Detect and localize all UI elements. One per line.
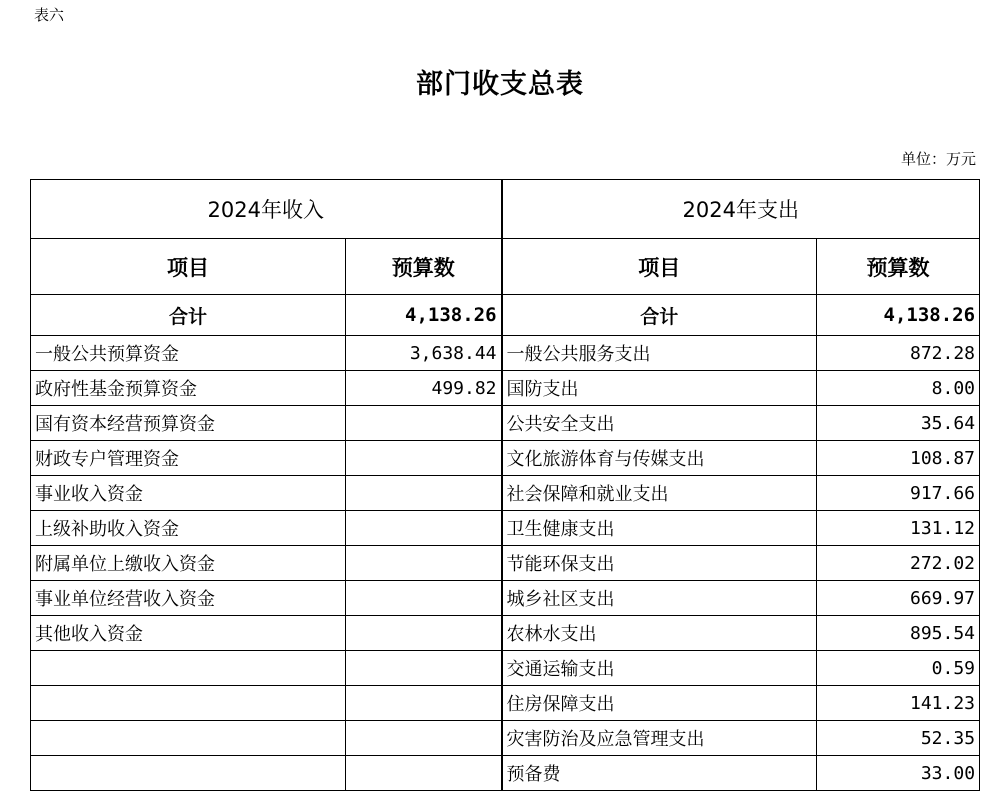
expense-item-cell: 节能环保支出 [502, 546, 817, 581]
income-item-cell: 事业单位经营收入资金 [31, 581, 346, 616]
income-amount-cell [346, 546, 502, 581]
expense-item-cell: 城乡社区支出 [502, 581, 817, 616]
income-amount-cell [346, 581, 502, 616]
expense-item-cell: 预备费 [502, 756, 817, 791]
expense-budget-header: 预算数 [817, 239, 980, 295]
income-item-cell [31, 756, 346, 791]
expense-item-cell: 灾害防治及应急管理支出 [502, 721, 817, 756]
table-row [31, 756, 980, 791]
income-item-cell: 其他收入资金 [31, 616, 346, 651]
income-amount-cell [346, 616, 502, 651]
expense-item-header: 项目 [502, 239, 817, 295]
income-item-cell: 事业收入资金 [31, 476, 346, 511]
income-item-cell [31, 686, 346, 721]
expense-item-cell: 农林水支出 [502, 616, 817, 651]
income-amount-cell: 499.82 [346, 371, 502, 406]
table-row [31, 371, 980, 406]
expense-item-cell: 国防支出 [502, 371, 817, 406]
income-section-header: 2024年收入 [31, 180, 502, 239]
expense-amount-cell: 52.35 [817, 721, 980, 756]
expense-amount-cell: 669.97 [817, 581, 980, 616]
table-row [31, 546, 980, 581]
expense-amount-cell: 0.59 [817, 651, 980, 686]
income-amount-cell [346, 651, 502, 686]
expense-amount-cell: 131.12 [817, 511, 980, 546]
table-number-label: 表六 [34, 6, 65, 24]
expense-total-value: 4,138.26 [817, 295, 980, 336]
income-item-cell: 政府性基金预算资金 [31, 371, 346, 406]
table-row [31, 336, 980, 371]
expense-total-label: 合计 [502, 295, 817, 336]
income-amount-cell [346, 476, 502, 511]
income-budget-header: 预算数 [346, 239, 502, 295]
income-item-cell [31, 721, 346, 756]
expense-amount-cell: 108.87 [817, 441, 980, 476]
table-row [31, 406, 980, 441]
income-total-value: 4,138.26 [346, 295, 502, 336]
expense-item-cell: 公共安全支出 [502, 406, 817, 441]
table-row [31, 651, 980, 686]
expense-item-cell: 社会保障和就业支出 [502, 476, 817, 511]
expense-amount-cell: 895.54 [817, 616, 980, 651]
total-row [31, 295, 980, 336]
income-item-cell: 国有资本经营预算资金 [31, 406, 346, 441]
expense-item-cell: 交通运输支出 [502, 651, 817, 686]
income-amount-cell [346, 406, 502, 441]
table-row [31, 511, 980, 546]
income-item-cell: 财政专户管理资金 [31, 441, 346, 476]
income-total-label: 合计 [31, 295, 346, 336]
table-row [31, 616, 980, 651]
revenue-expenditure-table [30, 179, 980, 791]
table-row [31, 441, 980, 476]
expense-amount-cell: 872.28 [817, 336, 980, 371]
income-amount-cell [346, 721, 502, 756]
expense-amount-cell: 8.00 [817, 371, 980, 406]
unit-label: 单位：万元 [900, 150, 976, 168]
expense-item-cell: 一般公共服务支出 [502, 336, 817, 371]
table-row [31, 581, 980, 616]
table-row [31, 686, 980, 721]
expense-item-cell: 卫生健康支出 [502, 511, 817, 546]
section-header-row [31, 180, 980, 239]
income-amount-cell [346, 511, 502, 546]
income-item-header: 项目 [31, 239, 346, 295]
income-item-cell: 附属单位上缴收入资金 [31, 546, 346, 581]
page-title: 部门收支总表 [416, 69, 584, 100]
column-header-row [31, 239, 980, 295]
income-item-cell: 上级补助收入资金 [31, 511, 346, 546]
income-amount-cell [346, 441, 502, 476]
income-amount-cell [346, 756, 502, 791]
expense-section-header: 2024年支出 [502, 180, 980, 239]
expense-amount-cell: 917.66 [817, 476, 980, 511]
income-item-cell: 一般公共预算资金 [31, 336, 346, 371]
expense-item-cell: 文化旅游体育与传媒支出 [502, 441, 817, 476]
expense-amount-cell: 33.00 [817, 756, 980, 791]
income-amount-cell [346, 686, 502, 721]
expense-amount-cell: 35.64 [817, 406, 980, 441]
expense-amount-cell: 272.02 [817, 546, 980, 581]
expense-amount-cell: 141.23 [817, 686, 980, 721]
table-row [31, 476, 980, 511]
expense-item-cell: 住房保障支出 [502, 686, 817, 721]
table-row [31, 721, 980, 756]
income-amount-cell: 3,638.44 [346, 336, 502, 371]
income-item-cell [31, 651, 346, 686]
